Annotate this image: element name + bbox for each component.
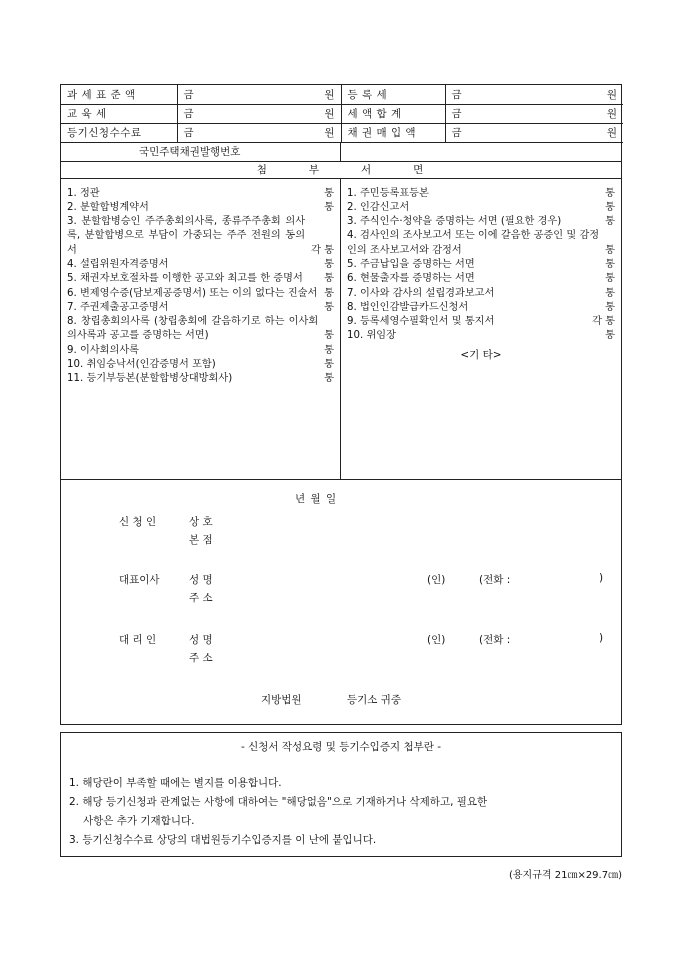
attachment-text: 1. 정관: [67, 187, 100, 199]
attachment-item: [67, 287, 334, 301]
attachment-count: 통: [324, 330, 334, 342]
attachment-count: 통: [605, 301, 615, 313]
attachment-count: 통: [605, 273, 615, 285]
etc-label: <기 타>: [460, 348, 502, 361]
date-line[interactable]: 년 월 일: [295, 492, 338, 505]
note-line: 2. 해당 등기신청과 관계없는 사항에 대하여는 "해당없음"으로 기재하거나 삭제하고, 필요한: [69, 796, 488, 808]
attachment-count: 통: [324, 344, 334, 356]
amount-field[interactable]: [177, 85, 341, 104]
rep-address-label: 주 소: [189, 591, 213, 604]
agent-phone-label: (전화 :: [479, 633, 511, 646]
registration-form: [60, 84, 622, 725]
tax-label: 교 육 세: [61, 104, 177, 123]
attachment-text: 1. 주민등록표등본: [347, 187, 429, 199]
amount-unit: 원: [324, 127, 335, 139]
attachment-text: 2. 인감신고서: [347, 201, 410, 213]
attachment-item: [347, 287, 615, 301]
rep-phone-label: (전화 :: [479, 573, 511, 586]
amount-unit: 원: [324, 88, 335, 101]
rep-name-label: 성 명: [189, 573, 213, 586]
attachment-text: 6. 변제영수증(담보제공증명서) 또는 이의 없다는 진술서: [67, 287, 318, 299]
attachment-item: [67, 344, 334, 358]
attachment-count: 통: [324, 201, 334, 213]
tax-label: 과 세 표 준 액: [61, 85, 177, 104]
attachment-count: 통: [605, 258, 615, 270]
attachment-item: [347, 272, 615, 286]
attachment-item: [67, 372, 334, 386]
attachment-text: 9. 이사회의사록: [67, 344, 140, 356]
amount-unit: 원: [606, 108, 617, 120]
attachment-item: [347, 187, 615, 201]
attachment-text: 5. 채권자보호절차를 이행한 공고와 최고를 한 증명서: [67, 273, 303, 285]
attachment-count: 통: [605, 330, 615, 342]
amount-field[interactable]: [445, 104, 623, 123]
attachments-header: 첨부서면: [61, 162, 621, 179]
rep-phone-close: ): [599, 571, 604, 584]
amount-prefix: 금: [451, 108, 462, 120]
note-line: 3. 등기신청수수료 상당의 대법원등기수입증지를 이 난에 붙입니다.: [69, 834, 377, 846]
attachment-item: [67, 301, 334, 315]
amount-field[interactable]: [177, 104, 341, 123]
agent-name-label: 성 명: [189, 633, 213, 646]
attachment-item: [347, 258, 615, 272]
attachment-item: [347, 215, 615, 229]
attachment-count: 통: [324, 301, 334, 313]
attachment-text: 9. 등록세영수필확인서 및 통지서: [347, 316, 495, 328]
paper-size-note: (용지규격 21㎝×29.7㎝): [509, 870, 622, 881]
amount-prefix: 금: [183, 127, 194, 139]
attachment-count: 통: [324, 258, 334, 270]
attachment-count: 통: [605, 244, 615, 256]
attachment-text: 3. 주식인수·청약을 증명하는 서면 (필요한 경우): [347, 216, 562, 228]
attachment-count: 통: [324, 273, 334, 285]
attachment-text: 10. 위임장: [347, 330, 396, 342]
note-line: 1. 해당란이 부족할 때에는 별지를 이용합니다.: [69, 777, 282, 789]
attachment-count: 통: [605, 201, 615, 213]
attachment-item: [67, 315, 334, 344]
court-label: 지방법원: [261, 693, 302, 706]
attachment-count: 통: [324, 287, 334, 299]
amount-prefix: 금: [451, 88, 462, 101]
attachment-item: [67, 258, 334, 272]
bond-number-row: [61, 143, 621, 162]
trade-name-label: 상 호: [189, 515, 213, 528]
attachment-text: 8. 법인인감발급카드신청서: [347, 301, 469, 313]
attachment-text: 5. 주금납입을 증명하는 서면: [347, 258, 475, 270]
tax-label: 세 액 합 계: [341, 104, 445, 123]
amount-unit: 원: [324, 108, 335, 120]
amount-prefix: 금: [183, 88, 194, 101]
registry-label: 등기소 귀중: [347, 693, 402, 706]
attachment-item: [67, 358, 334, 372]
attachment-item: [347, 201, 615, 215]
amount-prefix: 금: [451, 127, 462, 139]
attachment-text: 6. 현물출자를 증명하는 서면: [347, 273, 475, 285]
application-section: [61, 480, 621, 724]
amount-unit: 원: [606, 88, 617, 101]
attachment-text: 8. 창립총회의사록 (창립총회에 갈음하기로 하는 이사회의사록과 공고를 증명하는 서면): [67, 316, 319, 342]
attachment-count: 통: [605, 287, 615, 299]
attachment-count: 통: [324, 187, 334, 199]
tax-label: 등기신청수수료: [61, 123, 177, 142]
notes-box: [60, 732, 622, 857]
attachment-item: [67, 272, 334, 286]
tax-table: [61, 85, 623, 143]
bond-number-field[interactable]: [341, 143, 621, 161]
attachment-count: 통: [605, 187, 615, 199]
rep-seal: (인): [427, 573, 446, 586]
attachment-text: 11. 등기부등본(분할합병상대방회사): [67, 373, 233, 385]
tax-row: [61, 123, 623, 142]
attachment-item: [347, 229, 615, 258]
attachment-text: 10. 취임승낙서(인감증명서 포함): [67, 359, 216, 371]
attachments-left-column: [61, 179, 341, 479]
attachment-count: 각 통: [592, 316, 615, 328]
attachment-count: 통: [324, 359, 334, 371]
attachment-item: [347, 301, 615, 315]
attachment-item: [67, 201, 334, 215]
tax-label: 등 록 세: [341, 85, 445, 104]
agent-address-label: 주 소: [189, 651, 213, 664]
attachment-text: 2. 분할합병계약서: [67, 201, 149, 213]
tax-label: 채 권 매 입 액: [341, 123, 445, 142]
tax-row: [61, 85, 623, 104]
representative-label: 대표이사: [119, 573, 160, 586]
attachment-text: 3. 분할합병승인 주주총회의사록, 종류주주총회 의사록, 분할합병으로 부담이 가중되는 주주 전원의 동의서: [67, 216, 306, 256]
applicant-label: 신 청 인: [119, 515, 157, 528]
attachment-count: 통: [324, 373, 334, 385]
amount-unit: 원: [606, 127, 617, 139]
attachments-right-column: [341, 179, 621, 479]
amount-field[interactable]: [445, 85, 623, 104]
attachment-text: 4. 검사인의 조사보고서 또는 이에 갈음한 공증인 및 감정인의 조사보고서와 감정서: [347, 230, 600, 256]
note-line: 사항은 추가 기재합니다.: [83, 815, 195, 827]
attachment-item: [347, 315, 615, 329]
amount-field[interactable]: [445, 123, 623, 142]
tax-row: [61, 104, 623, 123]
attachment-item: [67, 215, 334, 258]
amount-prefix: 금: [183, 108, 194, 120]
attachment-item: [67, 187, 334, 201]
attachment-text: 7. 주권제출공고증명서: [67, 301, 169, 313]
attachment-count: 각 통: [311, 244, 334, 256]
agent-label: 대 리 인: [119, 633, 157, 646]
bond-number-label: 국민주택채권발행번호: [61, 143, 341, 161]
agent-seal: (인): [427, 633, 446, 646]
attachment-count: 통: [605, 216, 615, 228]
attachment-text: 4. 설립위원자격증명서: [67, 258, 169, 270]
attachment-text: 7. 이사와 감사의 설립경과보고서: [347, 287, 495, 299]
head-office-label: 본 점: [189, 533, 213, 546]
attachments-body: [61, 179, 621, 480]
amount-field[interactable]: [177, 123, 341, 142]
attachment-item: [347, 329, 615, 343]
notes-title: - 신청서 작성요령 및 등기수입증지 첩부란 -: [240, 741, 442, 753]
agent-phone-close: ): [599, 631, 604, 644]
